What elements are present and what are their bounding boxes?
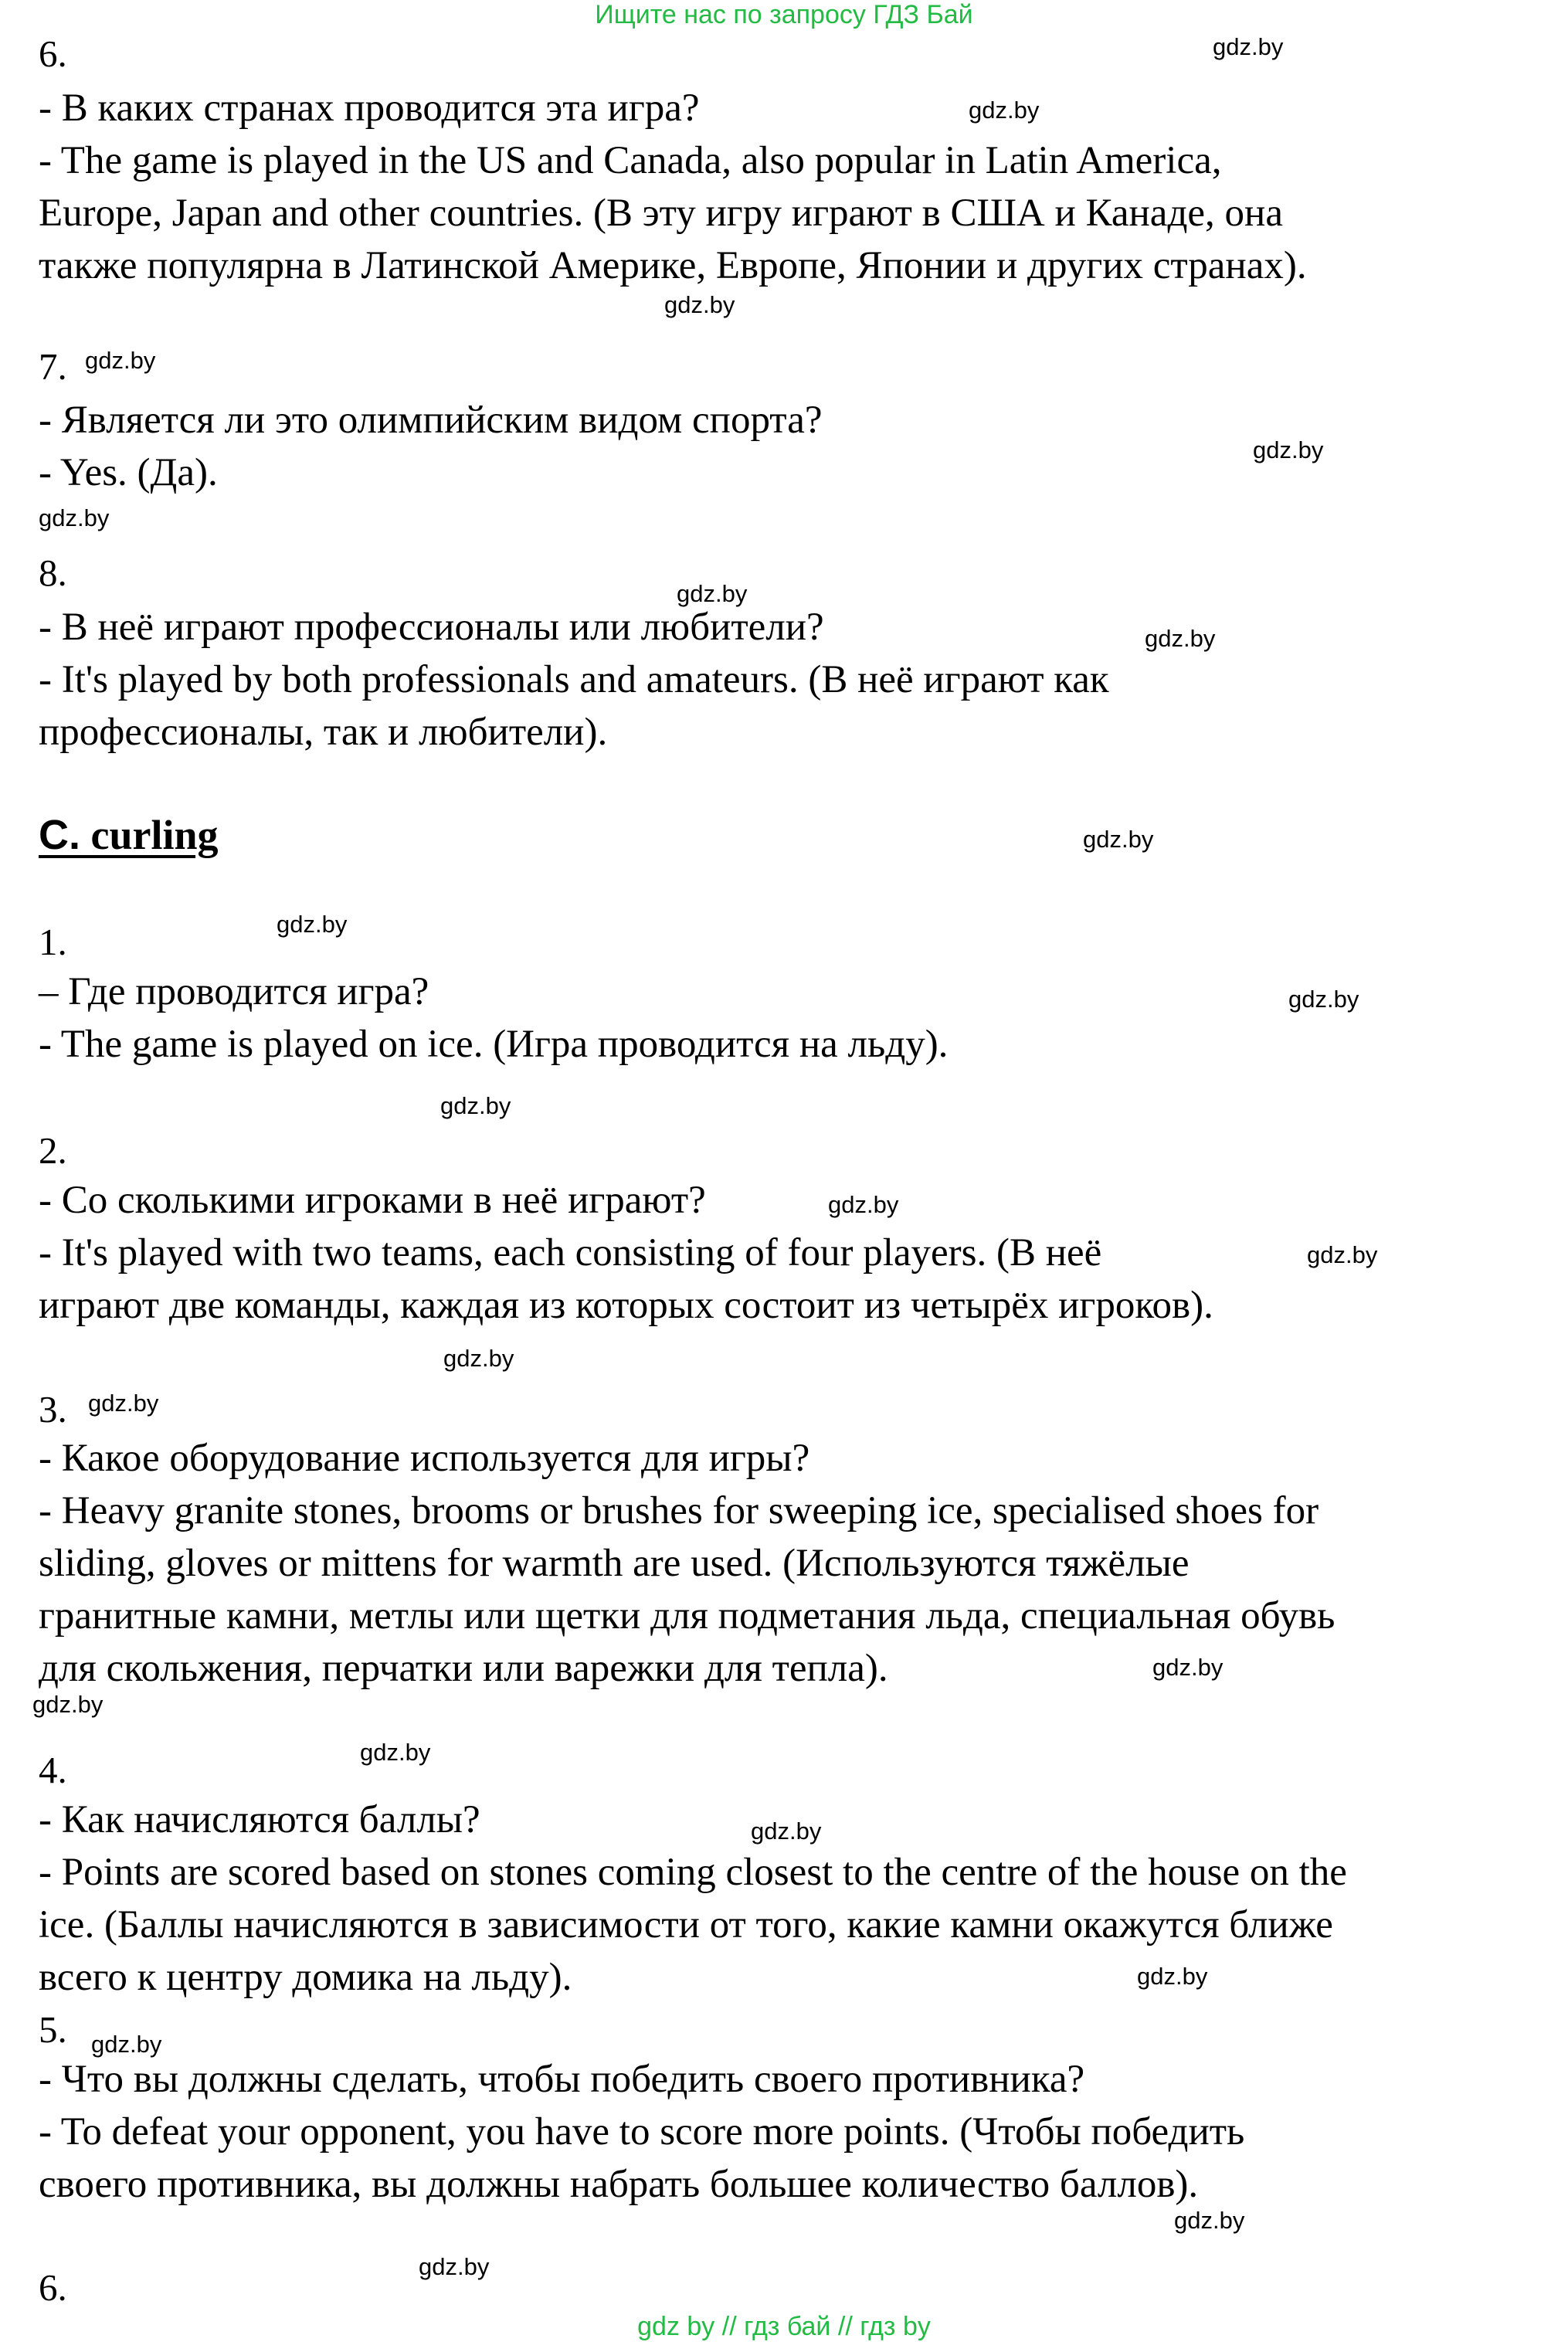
- watermark: gdz.by: [1307, 1241, 1378, 1268]
- answer-text: - Heavy granite stones, brooms or brushes for sweeping ice, specialised shoes for: [39, 1489, 1319, 1532]
- watermark: gdz.by: [91, 2031, 162, 2058]
- watermark: gdz.by: [440, 1092, 511, 1119]
- question-number: 7.: [39, 345, 67, 388]
- answer-text: также популярна в Латинской Америке, Европе, Японии и других странах).: [39, 244, 1307, 287]
- answer-text: играют две команды, каждая из которых состоит из четырёх игроков).: [39, 1284, 1213, 1327]
- question-number: 4.: [39, 1749, 67, 1791]
- watermark: gdz.by: [1152, 1654, 1224, 1681]
- watermark: gdz.by: [443, 1345, 514, 1372]
- question-text: - Со сколькими игроками в неё играют?: [39, 1179, 706, 1222]
- answer-text: - Yes. (Да).: [39, 451, 218, 494]
- answer-text: ice. (Баллы начисляются в зависимости от того, какие камни окажутся ближе: [39, 1903, 1333, 1946]
- answer-text: своего противника, вы должны набрать большее количество баллов).: [39, 2163, 1199, 2206]
- watermark: gdz.by: [1253, 436, 1324, 463]
- watermark: gdz.by: [1288, 986, 1359, 1013]
- section-letter: C.: [39, 812, 80, 858]
- watermark: gdz.by: [277, 911, 348, 938]
- question-text: - Что вы должны сделать, чтобы победить своего противника?: [39, 2058, 1085, 2101]
- question-text: - Как начисляются баллы?: [39, 1798, 480, 1841]
- watermark: gdz.by: [1083, 826, 1154, 853]
- question-text: - Является ли это олимпийским видом спорта?: [39, 399, 823, 442]
- bottom-banner: gdz by // гдз бай // гдз by: [637, 2312, 931, 2341]
- answer-text: для скольжения, перчатки или варежки для тепла).: [39, 1647, 888, 1690]
- question-number: 3.: [39, 1388, 67, 1431]
- watermark: gdz.by: [969, 97, 1040, 124]
- answer-text: гранитные камни, метлы или щетки для подметания льда, специальная обувь: [39, 1594, 1336, 1638]
- watermark: gdz.by: [88, 1390, 159, 1417]
- watermark: gdz.by: [1137, 1963, 1208, 1990]
- question-number: 6.: [39, 2266, 67, 2309]
- question-number: 6.: [39, 32, 67, 75]
- question-number: 5.: [39, 2008, 67, 2051]
- answer-text: Europe, Japan and other countries. (В эту игру играют в США и Канаде, она: [39, 192, 1283, 235]
- watermark: gdz.by: [828, 1191, 899, 1218]
- answer-text: - It's played with two teams, each consisting of four players. (В неё: [39, 1231, 1102, 1274]
- watermark: gdz.by: [32, 1691, 104, 1718]
- section-title: curling: [90, 812, 219, 858]
- watermark: gdz.by: [360, 1739, 431, 1766]
- watermark: gdz.by: [85, 347, 156, 374]
- answer-text: sliding, gloves or mittens for warmth are used. (Используются тяжёлые: [39, 1542, 1190, 1585]
- watermark: gdz.by: [1145, 625, 1216, 652]
- answer-text: - The game is played on ice. (Игра проводится на льду).: [39, 1023, 949, 1066]
- answer-text: - Points are scored based on stones coming closest to the centre of the house on the: [39, 1851, 1347, 1894]
- question-text: - В неё играют профессионалы или любители?: [39, 606, 824, 649]
- watermark: gdz.by: [39, 504, 110, 531]
- answer-text: - The game is played in the US and Canada, also popular in Latin America,: [39, 139, 1222, 182]
- answer-text: - To defeat your opponent, you have to score more points. (Чтобы победить: [39, 2110, 1245, 2153]
- watermark: gdz.by: [677, 580, 748, 607]
- watermark: gdz.by: [751, 1817, 822, 1845]
- watermark: gdz.by: [1174, 2207, 1245, 2234]
- answer-text: всего к центру домика на льду).: [39, 1956, 572, 1999]
- answer-text: профессионалы, так и любители).: [39, 711, 608, 754]
- answer-text: - It's played by both professionals and amateurs. (В неё играют как: [39, 658, 1109, 701]
- question-text: - В каких странах проводится эта игра?: [39, 87, 700, 130]
- watermark: gdz.by: [1213, 33, 1284, 60]
- section-heading: [39, 809, 219, 860]
- watermark: gdz.by: [664, 291, 735, 318]
- question-number: 2.: [39, 1129, 67, 1172]
- question-text: – Где проводится игра?: [39, 970, 429, 1013]
- watermark: gdz.by: [419, 2253, 490, 2280]
- question-text: - Какое оборудование используется для игры?: [39, 1437, 810, 1480]
- question-number: 1.: [39, 921, 67, 963]
- top-banner: Ищите нас по запросу ГДЗ Бай: [595, 0, 973, 29]
- question-number: 8.: [39, 552, 67, 594]
